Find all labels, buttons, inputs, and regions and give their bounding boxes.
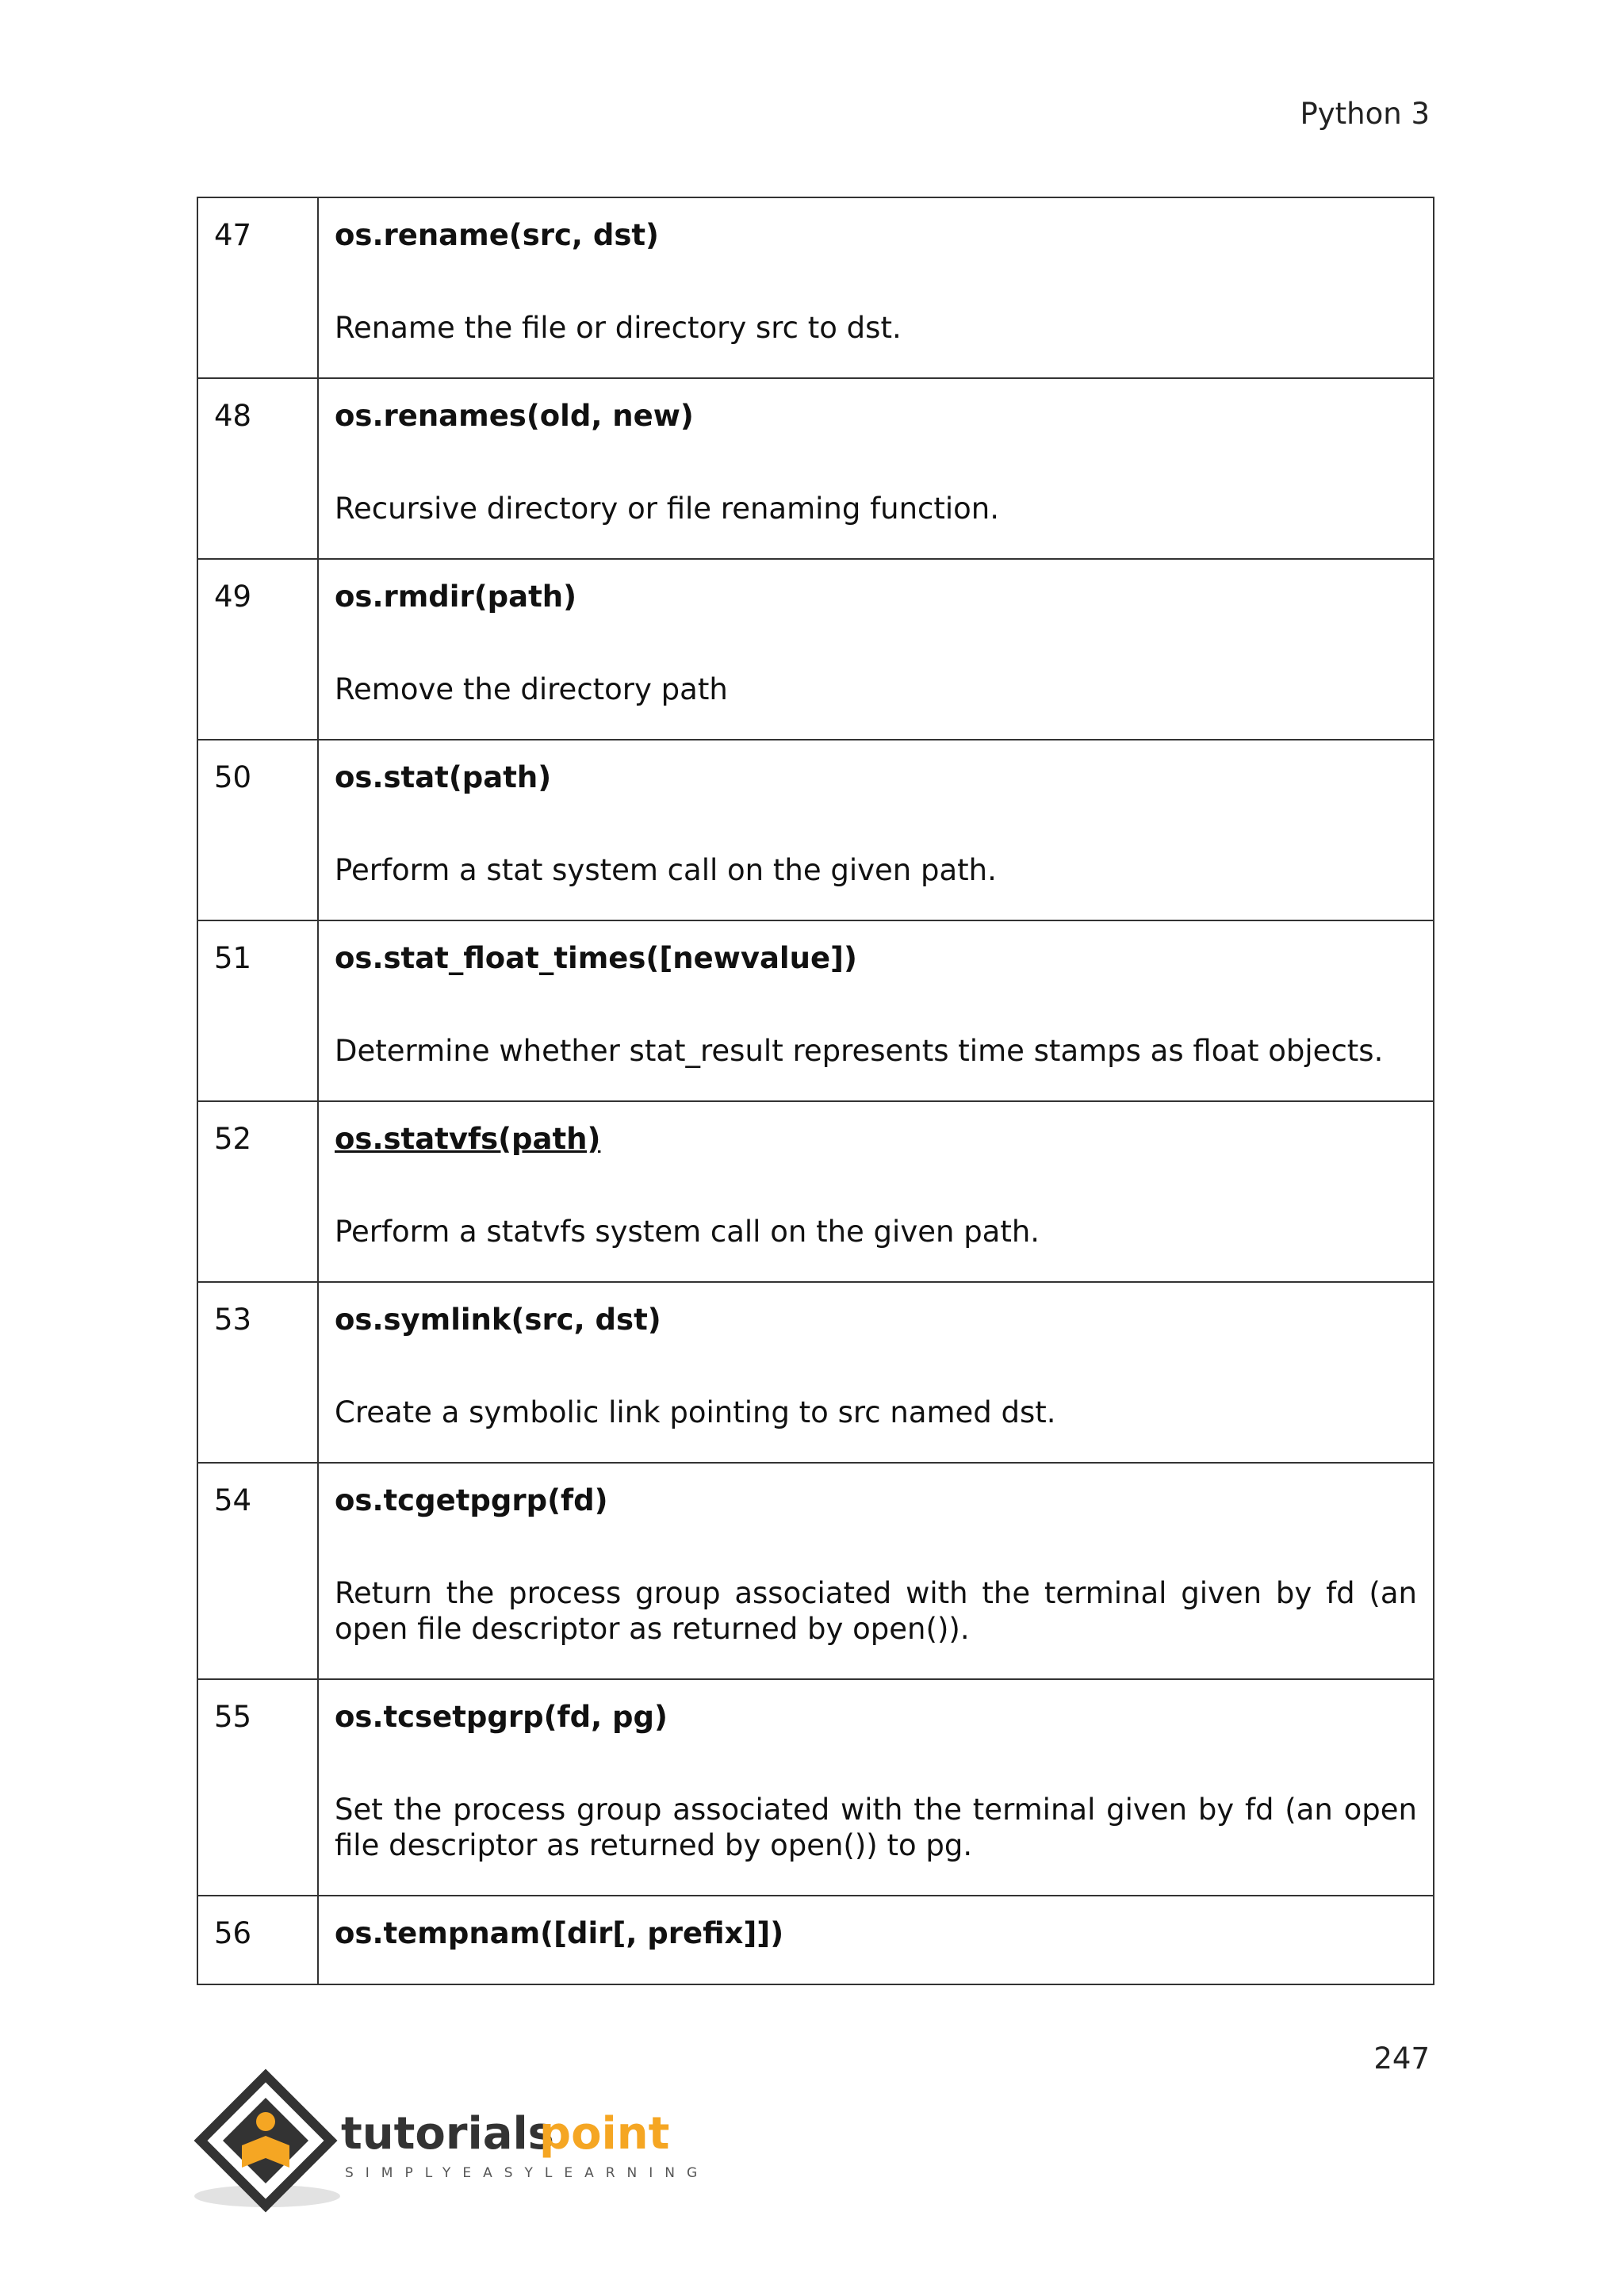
page-number: 247	[1373, 2042, 1430, 2076]
row-content	[318, 378, 1434, 559]
function-description: Perform a statvfs system call on the given path.	[335, 1215, 1040, 1249]
row-content	[318, 920, 1434, 1101]
table-row	[197, 1282, 1434, 1463]
table-row	[197, 1101, 1434, 1282]
row-number: 56	[197, 1896, 318, 1984]
logo-word-tutorials: tutorials	[341, 2108, 555, 2160]
function-name: os.stat(path)	[335, 760, 552, 794]
table-row	[197, 1896, 1434, 1984]
row-content	[318, 1282, 1434, 1463]
function-name: os.tempnam([dir[, prefix]])	[335, 1916, 784, 1950]
function-description: Perform a stat system call on the given path.	[335, 853, 997, 887]
row-number: 48	[197, 378, 318, 559]
function-description: Create a symbolic link pointing to src named dst.	[335, 1395, 1056, 1429]
function-name: os.symlink(src, dst)	[335, 1303, 661, 1337]
row-content	[318, 1896, 1434, 1984]
function-name: os.tcsetpgrp(fd, pg)	[335, 1700, 668, 1734]
function-description: Rename the file or directory src to dst.	[335, 311, 902, 345]
running-header: Python 3	[1300, 97, 1430, 131]
row-content	[318, 1101, 1434, 1282]
table-row	[197, 920, 1434, 1101]
function-name: os.rename(src, dst)	[335, 218, 659, 252]
function-description: Return the process group associated with the terminal given by fd (an open file descriptor as returned by open()).	[335, 1576, 1417, 1646]
table-row	[197, 197, 1434, 378]
table-row	[197, 378, 1434, 559]
table-row	[197, 740, 1434, 920]
row-number: 49	[197, 559, 318, 740]
function-name-link[interactable]: os.statvfs(path)	[335, 1122, 601, 1156]
row-number: 55	[197, 1679, 318, 1896]
function-name: os.stat_float_times([newvalue])	[335, 941, 857, 975]
table-row	[197, 559, 1434, 740]
function-description: Remove the directory path	[335, 672, 728, 706]
table-row	[197, 1463, 1434, 1679]
function-name: os.tcgetpgrp(fd)	[335, 1483, 608, 1517]
row-number: 52	[197, 1101, 318, 1282]
os-functions-table	[197, 197, 1434, 1985]
row-content	[318, 559, 1434, 740]
row-number: 51	[197, 920, 318, 1101]
row-content	[318, 197, 1434, 378]
tutorialspoint-logo	[194, 2069, 710, 2212]
reader-head-icon	[256, 2112, 275, 2131]
row-number: 47	[197, 197, 318, 378]
row-content	[318, 740, 1434, 920]
function-description: Recursive directory or file renaming function.	[335, 492, 1000, 526]
function-description: Set the process group associated with the terminal given by fd (an open file descriptor as returned by open()) to pg.	[335, 1793, 1417, 1862]
row-content	[318, 1463, 1434, 1679]
row-number: 50	[197, 740, 318, 920]
row-number: 54	[197, 1463, 318, 1679]
function-description: Determine whether stat_result represents time stamps as float objects.	[335, 1034, 1384, 1068]
logo-tagline: SIMPLYEASYLEARNING	[345, 2165, 710, 2181]
row-number: 53	[197, 1282, 318, 1463]
function-name: os.rmdir(path)	[335, 580, 577, 614]
function-name: os.renames(old, new)	[335, 399, 694, 433]
table-row	[197, 1679, 1434, 1896]
logo-word-point: point	[539, 2108, 670, 2160]
row-content	[318, 1679, 1434, 1896]
